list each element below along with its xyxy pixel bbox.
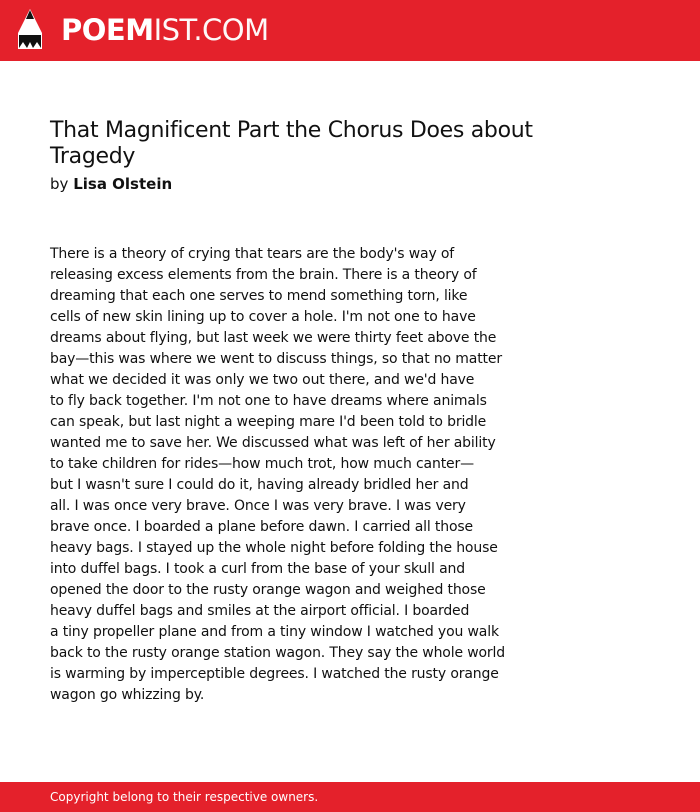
poem-line: cells of new skin lining up to cover a hole. I'm not one to have bbox=[50, 309, 476, 325]
poem-line: dreams about flying, but last week we were thirty feet above the bbox=[50, 330, 497, 346]
by-label: by bbox=[50, 175, 69, 193]
poem-title: That Magnificent Part the Chorus Does about Tragedy bbox=[50, 118, 533, 169]
poem-line: wanted me to save her. We discussed what was left of her ability bbox=[50, 435, 496, 451]
poem-body bbox=[50, 244, 520, 706]
poem-line: all. I was once very brave. Once I was very brave. I was very bbox=[50, 498, 466, 514]
poem-line: opened the door to the rusty orange wagon and weighed those bbox=[50, 582, 486, 598]
poem-line: heavy duffel bags and smiles at the airport official. I boarded bbox=[50, 603, 470, 619]
poem-line: into duffel bags. I took a curl from the base of your skull and bbox=[50, 561, 465, 577]
poem-line: There is a theory of crying that tears are the body's way of bbox=[50, 246, 455, 262]
footer-bar bbox=[0, 782, 700, 812]
byline bbox=[50, 174, 172, 194]
copyright-notice: Copyright belong to their respective owners. bbox=[50, 790, 319, 804]
poem-line: wagon go whizzing by. bbox=[50, 687, 205, 703]
poem-line: is warming by imperceptible degrees. I watched the rusty orange bbox=[50, 666, 499, 682]
poem-line: can speak, but last night a weeping mare I'd been told to bridle bbox=[50, 414, 487, 430]
author-name: Lisa Olstein bbox=[73, 175, 173, 193]
header-bar bbox=[0, 0, 700, 61]
site-logo[interactable] bbox=[61, 12, 269, 48]
poem-line: heavy bags. I stayed up the whole night before folding the house bbox=[50, 540, 498, 556]
logo-text-light: IST.COM bbox=[153, 13, 269, 47]
poem-line: back to the rusty orange station wagon. They say the whole world bbox=[50, 645, 506, 661]
poem-line: releasing excess elements from the brain. There is a theory of bbox=[50, 267, 477, 283]
poem-line: a tiny propeller plane and from a tiny window I watched you walk bbox=[50, 624, 499, 640]
logo-text-bold: POEM bbox=[61, 13, 154, 47]
poem-line: but I wasn't sure I could do it, having already bridled her and bbox=[50, 477, 469, 493]
pencil-tip-icon bbox=[17, 9, 43, 51]
poem-line: bay—this was where we went to discuss things, so that no matter bbox=[50, 351, 502, 367]
poem-line: brave once. I boarded a plane before dawn. I carried all those bbox=[50, 519, 473, 535]
poem-line: to fly back together. I'm not one to have dreams where animals bbox=[50, 393, 487, 409]
poem-line: dreaming that each one serves to mend something torn, like bbox=[50, 288, 468, 304]
poem-line: to take children for rides—how much trot, how much canter— bbox=[50, 456, 474, 472]
poem-line: what we decided it was only we two out there, and we'd have bbox=[50, 372, 475, 388]
